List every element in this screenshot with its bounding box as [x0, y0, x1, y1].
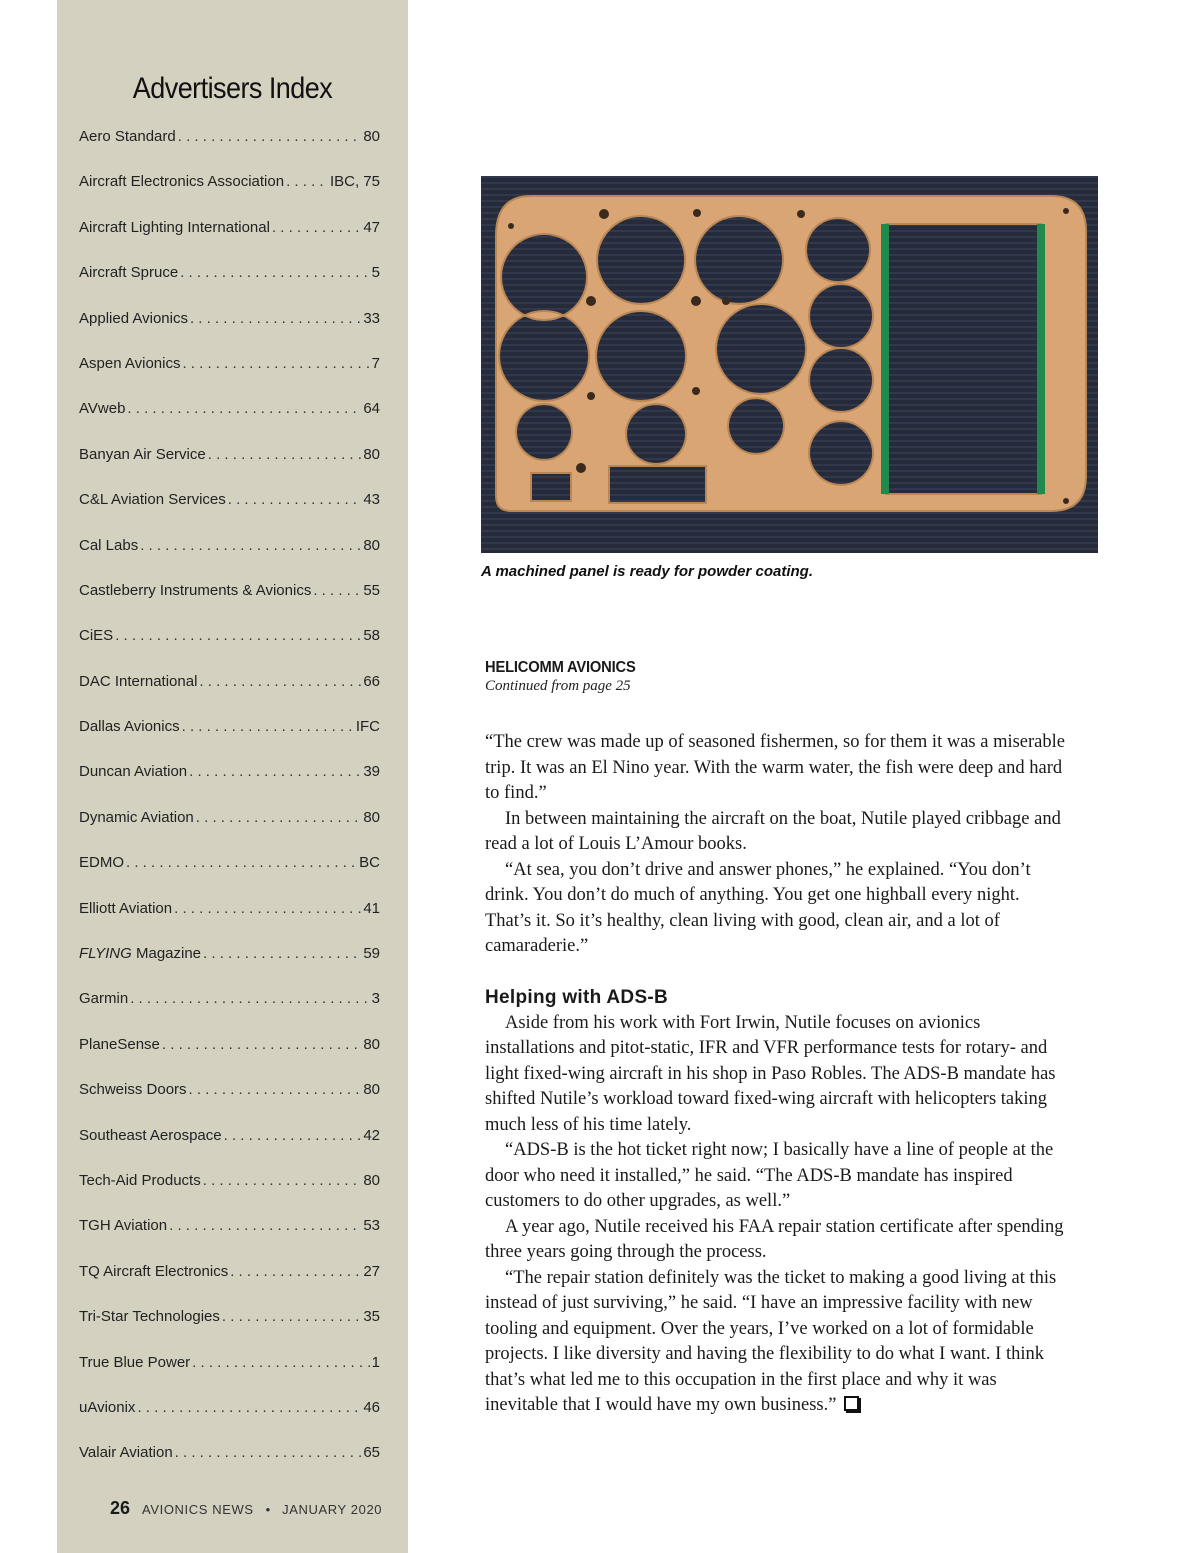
paragraph: In between maintaining the aircraft on the boat, Nutile played cribbage and read a lot of Louis L’Amour books.: [485, 808, 1061, 854]
paragraph: “The crew was made up of seasoned fishermen, so for them it was a miserable trip. It was an El Nino year. With the warm water, the fish were deep and hard to find.”: [485, 732, 1065, 803]
section-subhead: Helping with ADS-B: [485, 986, 669, 1008]
publication-name: AVIONICS NEWS: [142, 1502, 254, 1517]
advertiser-name: [79, 854, 124, 871]
article-kicker: HELICOMM AVIONICS: [485, 659, 636, 676]
dot-leader: [190, 310, 361, 327]
advertiser-row: [79, 1127, 380, 1172]
advertiser-name-text: Aircraft Lighting International: [79, 218, 270, 236]
paragraph: “At sea, you don’t drive and answer phones,” he explained. “You don’t drink. You don’t do much of anything. You get one highball every night. That’s it. So it’s healthy, clean living with good, clean air, and a lot of camaraderie.”: [485, 859, 1031, 956]
advertiser-row: [79, 854, 380, 899]
advertiser-row: [79, 219, 380, 264]
advertiser-name: [79, 491, 226, 508]
advertiser-row: [79, 355, 380, 400]
advertiser-row: [79, 809, 380, 854]
advertiser-page: 47: [363, 218, 380, 236]
article-body: [485, 730, 1065, 1419]
advertiser-name-text: CiES: [79, 627, 114, 645]
advertiser-page: IFC: [355, 718, 380, 736]
advertiser-name-text: PlaneSense: [79, 1035, 160, 1053]
advertiser-name: [79, 582, 311, 599]
advertiser-page: 59: [363, 945, 380, 963]
advertiser-page: 53: [363, 1217, 380, 1235]
advertiser-name-text: Castleberry Instruments & Avionics: [79, 581, 312, 599]
paragraph-text: “The repair station definitely was the ticket to making a good living at this instead of just surviving,” he said. “I have an impressive facility with new tooling and equipment. Over the years, I’ve worked on a lot of formidable projects. I like diversity and having the flexibility to do what I want. I think that’s what led me to this occupation in the first place and why it was inevitable that I would have my own business.”: [485, 1267, 1057, 1415]
advertiser-name: [79, 1217, 167, 1234]
advertiser-name: [79, 173, 284, 190]
dot-leader: [162, 1036, 361, 1053]
advertiser-page: 80: [363, 536, 380, 554]
advertiser-name: [79, 809, 194, 826]
dot-leader: [230, 1263, 361, 1280]
advertiser-name-text: C&L Aviation Services: [79, 491, 226, 509]
advertiser-name: [79, 1172, 201, 1189]
advertiser-page: 43: [363, 491, 380, 509]
dot-leader: [182, 355, 369, 372]
advertiser-name-text: Dynamic Aviation: [79, 808, 194, 826]
dot-leader: [140, 537, 361, 554]
advertiser-name-text: True Blue Power: [79, 1353, 191, 1371]
end-of-story-icon: [844, 1396, 859, 1411]
advertiser-row: [79, 673, 380, 718]
advertiser-page: 80: [363, 1081, 380, 1099]
dot-leader: [174, 900, 361, 917]
dot-leader: [130, 990, 369, 1007]
advertiser-name-text: Tri-Star Technologies: [79, 1308, 220, 1326]
dot-leader: [224, 1127, 362, 1144]
advertiser-page: 33: [363, 309, 380, 327]
advertiser-row: [79, 582, 380, 627]
advertiser-page: 80: [363, 128, 380, 145]
footer-separator: •: [265, 1502, 271, 1517]
dot-leader: [272, 219, 361, 236]
advertiser-page: 42: [363, 1126, 380, 1144]
dot-leader: [126, 854, 357, 871]
advertiser-page: 66: [363, 672, 380, 690]
advertiser-row: [79, 1172, 380, 1217]
dot-leader: [180, 264, 369, 281]
advertiser-name-text: Garmin: [79, 990, 129, 1008]
advertiser-page: 65: [363, 1444, 380, 1462]
machined-panel-photo: [481, 176, 1098, 553]
advertiser-row: [79, 400, 380, 445]
advertiser-page: 58: [363, 627, 380, 645]
advertiser-page: 3: [371, 990, 380, 1008]
advertiser-name-text: TGH Aviation: [79, 1217, 168, 1235]
panel-illustration: [481, 176, 1098, 553]
dot-leader: [189, 763, 361, 780]
dot-leader: [228, 491, 362, 508]
advertiser-name-text: EDMO: [79, 854, 124, 872]
advertiser-page: 80: [363, 808, 380, 826]
dot-leader: [115, 627, 361, 644]
advertiser-page: 64: [363, 400, 380, 418]
advertiser-row: [79, 264, 380, 309]
advertiser-name-italic: FLYING: [79, 945, 132, 963]
dot-leader: [222, 1308, 361, 1325]
advertiser-name-text: Schweiss Doors: [79, 1081, 187, 1099]
advertiser-row: [79, 537, 380, 582]
advertiser-name-text: Southeast Aerospace: [79, 1126, 222, 1144]
advertiser-name-text: Elliott Aviation: [79, 899, 173, 917]
advertiser-name-text: Valair Aviation: [79, 1444, 173, 1462]
advertiser-name: [79, 310, 188, 327]
paragraph: “ADS-B is the hot ticket right now; I basically have a line of people at the door who need it installed,” he said. “The ADS-B mandate has inspired customers to do other upgrades, as well.”: [485, 1140, 1054, 1211]
dot-leader: [127, 400, 361, 417]
advertiser-name: [79, 673, 197, 690]
dot-leader: [192, 1354, 369, 1371]
advertiser-name: [79, 718, 180, 735]
advertiser-name: [79, 537, 138, 554]
advertiser-page: 55: [363, 581, 380, 599]
dot-leader: [169, 1217, 361, 1234]
advertiser-row: [79, 1217, 380, 1262]
advertiser-page: BC: [359, 854, 380, 872]
issue-date: JANUARY 2020: [282, 1502, 383, 1517]
advertiser-name: [79, 945, 201, 962]
page-number: 26: [110, 1498, 131, 1518]
advertiser-page: 46: [363, 1398, 380, 1416]
advertiser-row: [79, 491, 380, 536]
advertiser-row: [79, 1081, 380, 1126]
advertiser-row: [79, 1444, 380, 1489]
advertiser-name-text: AVweb: [79, 400, 126, 418]
advertiser-name: [79, 1399, 135, 1416]
advertiser-row: [79, 128, 380, 173]
advertiser-name-text: Aero Standard: [79, 128, 176, 145]
dot-leader: [199, 673, 361, 690]
sidebar-title: Advertisers Index: [132, 72, 333, 106]
advertiser-row: [79, 990, 380, 1035]
continued-from: Continued from page 25: [485, 678, 631, 694]
advertiser-page: 80: [363, 1171, 380, 1189]
advertiser-name: [79, 1308, 220, 1325]
dot-leader: [203, 1172, 362, 1189]
advertiser-name: [79, 627, 113, 644]
advertiser-name: [79, 990, 128, 1007]
advertiser-name-text: Applied Avionics: [79, 309, 188, 327]
advertiser-name-text: TQ Aircraft Electronics: [79, 1262, 229, 1280]
page-footer: [110, 1498, 382, 1519]
advertiser-name: [79, 900, 172, 917]
advertiser-page: 39: [363, 763, 380, 781]
advertiser-name-text: DAC International: [79, 672, 198, 690]
advertiser-row: [79, 1399, 380, 1444]
advertiser-page: 80: [363, 445, 380, 463]
paragraph: Aside from his work with Fort Irwin, Nutile focuses on avionics installations and pitot-static, IFR and VFR performance tests for rotary- and light fixed-wing aircraft in his shop in Paso Robles. The ADS-B mandate has shifted Nutile’s workload toward fixed-wing aircraft with helicopters taking much less of his time lately.: [485, 1012, 1056, 1135]
advertisers-list: [79, 128, 380, 1490]
advertisers-index-sidebar: [57, 0, 408, 1553]
advertiser-row: [79, 173, 380, 218]
advertiser-name: [79, 264, 178, 281]
advertiser-name-text: Aspen Avionics: [79, 354, 181, 372]
advertiser-name-text: Cal Labs: [79, 536, 139, 554]
advertiser-name: [79, 1036, 160, 1053]
advertiser-name: [79, 219, 270, 236]
dot-leader: [208, 446, 362, 463]
advertiser-name-text: Magazine: [131, 945, 202, 963]
advertiser-page: 41: [363, 899, 380, 917]
dot-leader: [313, 582, 361, 599]
advertiser-row: [79, 1354, 380, 1399]
advertiser-name-text: Aircraft Spruce: [79, 264, 179, 282]
advertiser-page: 1: [371, 1353, 380, 1371]
dot-leader: [175, 1444, 362, 1461]
advertiser-name-text: Tech-Aid Products: [79, 1171, 201, 1189]
advertiser-name: [79, 1444, 173, 1461]
dot-leader: [286, 173, 328, 190]
dot-leader: [178, 128, 362, 145]
advertiser-name: [79, 355, 180, 372]
advertiser-name-text: Duncan Aviation: [79, 763, 188, 781]
photo-caption: A machined panel is ready for powder coating.: [481, 563, 814, 580]
advertiser-page: 35: [363, 1308, 380, 1326]
advertiser-page: 27: [363, 1262, 380, 1280]
paragraph: A year ago, Nutile received his FAA repair station certificate after spending three years going through the process.: [485, 1216, 1064, 1262]
advertiser-row: [79, 900, 380, 945]
advertiser-page: 80: [363, 1035, 380, 1053]
advertiser-name: [79, 446, 206, 463]
advertiser-name-text: Banyan Air Service: [79, 445, 206, 463]
advertiser-page: 5: [371, 264, 380, 282]
advertiser-row: [79, 718, 380, 763]
advertiser-row: [79, 1263, 380, 1308]
advertiser-name-text: Aircraft Electronics Association: [79, 173, 285, 191]
advertiser-row: [79, 627, 380, 672]
dot-leader: [203, 945, 361, 962]
advertiser-row: [79, 763, 380, 808]
advertiser-page: IBC, 75: [329, 173, 380, 191]
advertiser-name: [79, 763, 187, 780]
last-paragraph: [485, 1266, 1065, 1419]
advertiser-name: [79, 1354, 190, 1371]
advertiser-row: [79, 945, 380, 990]
advertiser-row: [79, 446, 380, 491]
advertiser-row: [79, 1308, 380, 1353]
dot-leader: [189, 1081, 362, 1098]
advertiser-row: [79, 1036, 380, 1081]
advertiser-name: [79, 400, 125, 417]
advertiser-row: [79, 310, 380, 355]
advertiser-name: [79, 1263, 228, 1280]
advertiser-name: [79, 1127, 222, 1144]
advertiser-page: 7: [371, 354, 380, 372]
dot-leader: [196, 809, 362, 826]
article-header: [485, 659, 1065, 695]
advertiser-name-text: uAvionix: [79, 1398, 136, 1416]
advertiser-name: [79, 1081, 187, 1098]
advertiser-name: [79, 128, 176, 145]
advertiser-name-text: Dallas Avionics: [79, 718, 180, 736]
dot-leader: [182, 718, 354, 735]
dot-leader: [137, 1399, 361, 1416]
